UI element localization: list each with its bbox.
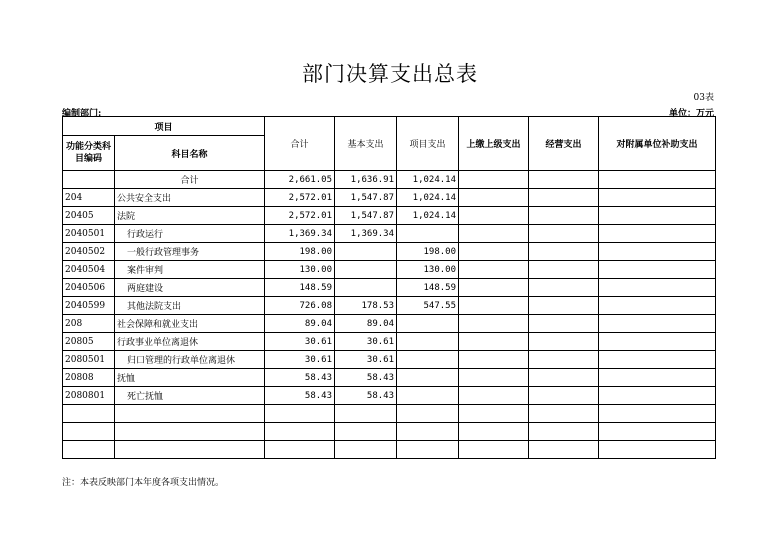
header-basic: 基本支出 bbox=[335, 117, 397, 171]
cell-name bbox=[115, 423, 265, 441]
cell-total: 198.00 bbox=[265, 243, 335, 261]
cell-total: 30.61 bbox=[265, 351, 335, 369]
cell-subsidiary bbox=[599, 171, 716, 189]
table-row bbox=[63, 315, 716, 333]
cell-basic: 1,547.87 bbox=[335, 189, 397, 207]
cell-code: 20805 bbox=[63, 333, 115, 351]
cell-code bbox=[63, 405, 115, 423]
cell-basic bbox=[335, 405, 397, 423]
header-project: 项目支出 bbox=[397, 117, 459, 171]
footnote: 注：本表反映部门本年度各项支出情况。 bbox=[62, 478, 225, 488]
cell-upper bbox=[459, 441, 529, 459]
cell-basic: 1,636.91 bbox=[335, 171, 397, 189]
cell-upper bbox=[459, 297, 529, 315]
cell-basic: 1,369.34 bbox=[335, 225, 397, 243]
table-row bbox=[63, 297, 716, 315]
cell-name: 归口管理的行政单位离退休 bbox=[115, 351, 265, 369]
cell-total bbox=[265, 441, 335, 459]
cell-upper bbox=[459, 207, 529, 225]
cell-upper bbox=[459, 351, 529, 369]
cell-operating bbox=[529, 207, 599, 225]
cell-name: 一般行政管理事务 bbox=[115, 243, 265, 261]
cell-project bbox=[397, 333, 459, 351]
cell-basic: 178.53 bbox=[335, 297, 397, 315]
cell-upper bbox=[459, 405, 529, 423]
cell-subsidiary bbox=[599, 369, 716, 387]
cell-operating bbox=[529, 279, 599, 297]
cell-operating bbox=[529, 369, 599, 387]
cell-name: 两庭建设 bbox=[115, 279, 265, 297]
cell-total: 2,572.01 bbox=[265, 207, 335, 225]
cell-code: 2040502 bbox=[63, 243, 115, 261]
cell-code: 2040504 bbox=[63, 261, 115, 279]
cell-operating bbox=[529, 261, 599, 279]
table-row bbox=[63, 441, 716, 459]
cell-subsidiary bbox=[599, 351, 716, 369]
cell-total: 89.04 bbox=[265, 315, 335, 333]
cell-code: 20405 bbox=[63, 207, 115, 225]
table-row bbox=[63, 243, 716, 261]
department-label: 编制部门: bbox=[62, 109, 102, 119]
cell-basic bbox=[335, 441, 397, 459]
expenditure-table bbox=[62, 116, 716, 459]
cell-subsidiary bbox=[599, 279, 716, 297]
cell-code bbox=[63, 171, 115, 189]
cell-subsidiary bbox=[599, 225, 716, 243]
cell-name: 其他法院支出 bbox=[115, 297, 265, 315]
cell-name: 抚恤 bbox=[115, 369, 265, 387]
table-row bbox=[63, 405, 716, 423]
cell-subsidiary bbox=[599, 189, 716, 207]
cell-total: 58.43 bbox=[265, 369, 335, 387]
cell-subsidiary bbox=[599, 297, 716, 315]
cell-name: 行政事业单位离退休 bbox=[115, 333, 265, 351]
cell-project bbox=[397, 369, 459, 387]
cell-project bbox=[397, 423, 459, 441]
table-row bbox=[63, 225, 716, 243]
cell-project bbox=[397, 405, 459, 423]
header-name: 科目名称 bbox=[115, 136, 265, 171]
cell-name: 社会保障和就业支出 bbox=[115, 315, 265, 333]
cell-subsidiary bbox=[599, 261, 716, 279]
cell-total: 30.61 bbox=[265, 333, 335, 351]
cell-upper bbox=[459, 243, 529, 261]
unit-label: 单位：万元 bbox=[668, 109, 714, 119]
cell-name: 行政运行 bbox=[115, 225, 265, 243]
cell-project bbox=[397, 387, 459, 405]
cell-operating bbox=[529, 405, 599, 423]
cell-name: 死亡抚恤 bbox=[115, 387, 265, 405]
cell-project: 148.59 bbox=[397, 279, 459, 297]
cell-code bbox=[63, 441, 115, 459]
table-row bbox=[63, 369, 716, 387]
cell-project: 1,024.14 bbox=[397, 171, 459, 189]
cell-code: 20808 bbox=[63, 369, 115, 387]
cell-operating bbox=[529, 423, 599, 441]
cell-operating bbox=[529, 441, 599, 459]
cell-operating bbox=[529, 315, 599, 333]
cell-upper bbox=[459, 387, 529, 405]
cell-code: 2080501 bbox=[63, 351, 115, 369]
cell-project: 547.55 bbox=[397, 297, 459, 315]
header-subsidiary: 对附属单位补助支出 bbox=[599, 117, 716, 171]
cell-upper bbox=[459, 261, 529, 279]
cell-name bbox=[115, 441, 265, 459]
cell-name: 公共安全支出 bbox=[115, 189, 265, 207]
table-row bbox=[63, 333, 716, 351]
cell-operating bbox=[529, 225, 599, 243]
header-upper: 上缴上级支出 bbox=[459, 117, 529, 171]
cell-operating bbox=[529, 171, 599, 189]
cell-name: 案件审判 bbox=[115, 261, 265, 279]
cell-code bbox=[63, 423, 115, 441]
cell-project bbox=[397, 225, 459, 243]
header-item: 项目 bbox=[63, 117, 265, 136]
cell-code: 2040501 bbox=[63, 225, 115, 243]
cell-operating bbox=[529, 387, 599, 405]
cell-subsidiary bbox=[599, 423, 716, 441]
cell-basic: 30.61 bbox=[335, 333, 397, 351]
cell-code: 204 bbox=[63, 189, 115, 207]
cell-basic bbox=[335, 261, 397, 279]
cell-total: 2,572.01 bbox=[265, 189, 335, 207]
table-row bbox=[63, 261, 716, 279]
cell-project bbox=[397, 315, 459, 333]
cell-upper bbox=[459, 279, 529, 297]
cell-subsidiary bbox=[599, 315, 716, 333]
table-row bbox=[63, 171, 716, 189]
header-total: 合计 bbox=[265, 117, 335, 171]
cell-basic: 58.43 bbox=[335, 387, 397, 405]
cell-upper bbox=[459, 369, 529, 387]
cell-operating bbox=[529, 333, 599, 351]
cell-basic: 1,547.87 bbox=[335, 207, 397, 225]
document-title: 部门决算支出总表 bbox=[302, 62, 478, 86]
cell-code: 2040506 bbox=[63, 279, 115, 297]
cell-name: 合计 bbox=[115, 171, 265, 189]
cell-code: 2040599 bbox=[63, 297, 115, 315]
cell-subsidiary bbox=[599, 333, 716, 351]
cell-upper bbox=[459, 225, 529, 243]
cell-project: 198.00 bbox=[397, 243, 459, 261]
table-row bbox=[63, 387, 716, 405]
cell-subsidiary bbox=[599, 207, 716, 225]
cell-upper bbox=[459, 315, 529, 333]
cell-code: 208 bbox=[63, 315, 115, 333]
cell-total bbox=[265, 405, 335, 423]
cell-total: 130.00 bbox=[265, 261, 335, 279]
cell-project bbox=[397, 351, 459, 369]
table-row bbox=[63, 351, 716, 369]
cell-basic bbox=[335, 279, 397, 297]
table-row bbox=[63, 207, 716, 225]
cell-operating bbox=[529, 243, 599, 261]
cell-upper bbox=[459, 171, 529, 189]
cell-total: 148.59 bbox=[265, 279, 335, 297]
cell-project bbox=[397, 441, 459, 459]
cell-code: 2080801 bbox=[63, 387, 115, 405]
cell-project: 130.00 bbox=[397, 261, 459, 279]
cell-operating bbox=[529, 189, 599, 207]
cell-subsidiary bbox=[599, 441, 716, 459]
header-code: 功能分类科目编码 bbox=[63, 136, 115, 171]
cell-upper bbox=[459, 333, 529, 351]
cell-upper bbox=[459, 423, 529, 441]
cell-basic: 30.61 bbox=[335, 351, 397, 369]
table-row bbox=[63, 279, 716, 297]
header-operating: 经营支出 bbox=[529, 117, 599, 171]
cell-total: 726.08 bbox=[265, 297, 335, 315]
table-row bbox=[63, 189, 716, 207]
cell-basic bbox=[335, 243, 397, 261]
cell-operating bbox=[529, 351, 599, 369]
cell-subsidiary bbox=[599, 243, 716, 261]
cell-name bbox=[115, 405, 265, 423]
cell-operating bbox=[529, 297, 599, 315]
cell-basic bbox=[335, 423, 397, 441]
cell-subsidiary bbox=[599, 405, 716, 423]
cell-total: 1,369.34 bbox=[265, 225, 335, 243]
cell-total: 58.43 bbox=[265, 387, 335, 405]
cell-basic: 58.43 bbox=[335, 369, 397, 387]
table-row bbox=[63, 423, 716, 441]
form-code: 03表 bbox=[693, 93, 714, 103]
cell-total bbox=[265, 423, 335, 441]
cell-total: 2,661.05 bbox=[265, 171, 335, 189]
cell-name: 法院 bbox=[115, 207, 265, 225]
cell-upper bbox=[459, 189, 529, 207]
cell-basic: 89.04 bbox=[335, 315, 397, 333]
cell-project: 1,024.14 bbox=[397, 189, 459, 207]
cell-project: 1,024.14 bbox=[397, 207, 459, 225]
cell-subsidiary bbox=[599, 387, 716, 405]
